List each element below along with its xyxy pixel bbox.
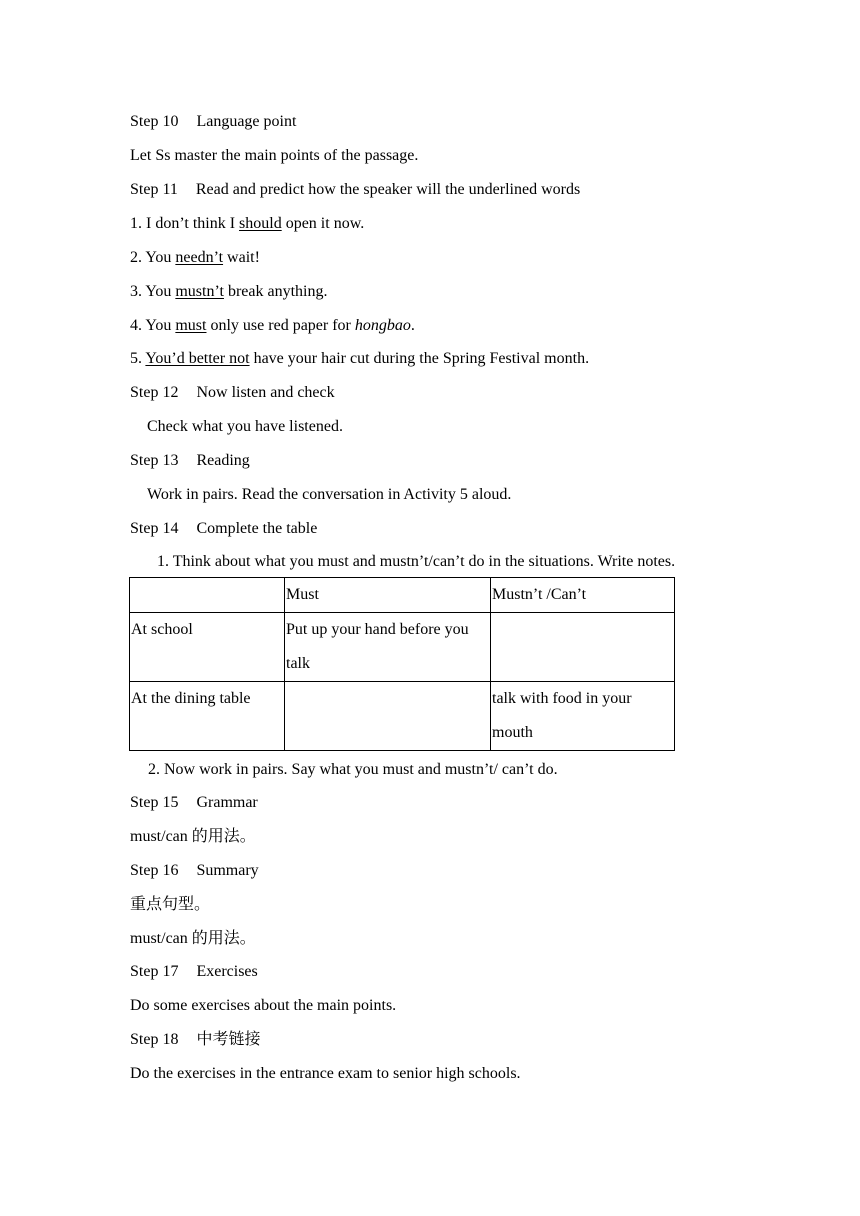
item-text: have your hair cut during the Spring Festival month. [249,350,590,367]
step-number: Step 12 [130,384,179,401]
step-number: Step 17 [130,963,179,980]
underlined-word: mustn’t [175,283,224,300]
step-number: Step 15 [130,794,179,811]
item-text: open it now. [281,215,365,232]
step-number: Step 11 [130,181,178,198]
item-2 [130,248,260,268]
item-3 [130,282,328,302]
step-title: Language point [196,113,297,130]
table-cell [285,682,491,751]
step-16-heading [130,861,259,881]
table-cell [491,613,675,682]
item-5 [130,349,589,369]
item-text: 2. You [130,249,176,266]
step-title: Summary [196,862,259,879]
step-16-text-2: must/can 的用法。 [130,930,256,947]
underlined-word: must [175,317,207,334]
italic-word: hongbao [354,317,411,334]
step-12-heading [130,383,335,403]
step-18-text: Do the exercises in the entrance exam to senior high schools. [130,1065,521,1082]
situations-table [129,577,675,751]
table-row [130,682,675,751]
table-row [130,613,675,682]
underlined-word: You’d better not [145,350,250,367]
step-title: Read and predict how the speaker will the underlined words [195,181,581,198]
table-cell: At school [130,613,285,682]
step-title: Grammar [196,794,258,811]
step-number: Step 10 [130,113,179,130]
table-cell: Put up your hand before you talk [285,613,491,682]
step-title: Now listen and check [196,384,335,401]
item-text: . [410,317,415,334]
item-text: wait! [223,249,260,266]
table-header-row [130,578,675,613]
item-4 [130,316,415,336]
table-cell: At the dining table [130,682,285,751]
step-title: Exercises [196,963,258,980]
step-title: 中考链接 [196,1031,261,1048]
step-17-heading [130,962,258,982]
step-16-text-1: 重点句型。 [130,896,211,913]
step-14-heading [130,519,317,539]
item-text: break anything. [223,283,328,300]
step-title: Complete the table [196,520,318,537]
step-17-text: Do some exercises about the main points. [130,997,397,1014]
step-11-heading [130,180,580,200]
item-1 [130,214,364,234]
underlined-word: should [239,215,282,232]
step-18-heading [130,1030,260,1050]
step-number: Step 18 [130,1031,179,1048]
step-10-text: Let Ss master the main points of the passage. [130,147,419,164]
item-text: 4. You [130,317,176,334]
header-cell [130,578,285,613]
item-text: only use red paper for [206,317,355,334]
step-10-heading [130,112,296,132]
step-13-text: Work in pairs. Read the conversation in Activity 5 aloud. [147,486,512,503]
step-14-text-2: 2. Now work in pairs. Say what you must and mustn’t/ can’t do. [148,761,558,778]
step-title: Reading [196,452,250,469]
underlined-word: needn’t [175,249,224,266]
step-number: Step 14 [130,520,179,537]
item-text: 3. You [130,283,176,300]
header-cell-mustnt: Mustn’t /Can’t [491,578,675,613]
item-text: 1. I don’t think I [130,215,240,232]
table-cell: talk with food in your mouth [491,682,675,751]
step-15-text: must/can 的用法。 [130,828,256,845]
step-13-heading [130,451,250,471]
step-number: Step 13 [130,452,179,469]
step-15-heading [130,793,258,813]
step-14-text-1: 1. Think about what you must and mustn’t/can’t do in the situations. Write notes. [157,553,676,570]
step-number: Step 16 [130,862,179,879]
item-text: 5. [130,350,146,367]
step-12-text: Check what you have listened. [147,418,343,435]
header-cell-must: Must [285,578,491,613]
